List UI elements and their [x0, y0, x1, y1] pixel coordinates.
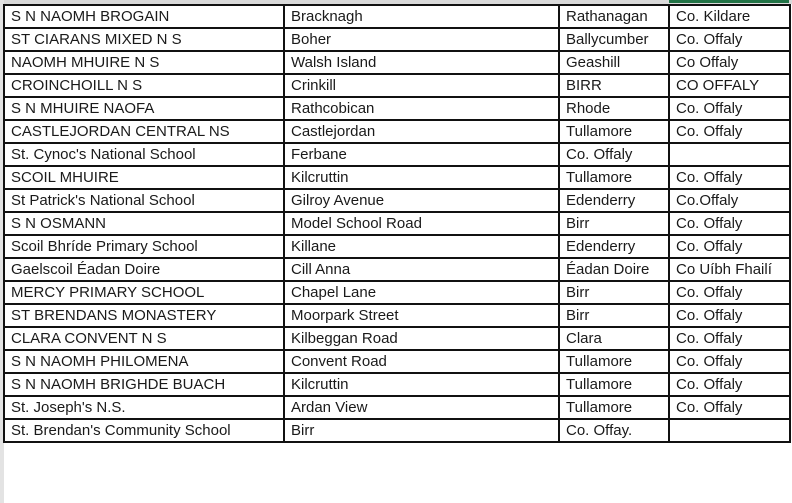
cell-address2[interactable]: Co. Offaly [559, 143, 669, 166]
table-row [4, 5, 790, 28]
selected-cell-indicator [669, 0, 789, 3]
cell-county[interactable]: Co. Offaly [669, 97, 790, 120]
cell-address2[interactable]: Co. Offay. [559, 419, 669, 442]
table-body [4, 5, 790, 442]
cell-county[interactable]: Co. Kildare [669, 5, 790, 28]
cell-county[interactable]: Co. Offaly [669, 212, 790, 235]
cell-address2[interactable]: Ballycumber [559, 28, 669, 51]
cell-school-name[interactable]: Gaelscoil Éadan Doire [4, 258, 284, 281]
cell-address2[interactable]: BIRR [559, 74, 669, 97]
school-table [3, 4, 791, 443]
cell-address1[interactable]: Ferbane [284, 143, 559, 166]
cell-address2[interactable]: Tullamore [559, 396, 669, 419]
cell-address1[interactable]: Kilcruttin [284, 373, 559, 396]
cell-address1[interactable]: Bracknagh [284, 5, 559, 28]
table-row [4, 373, 790, 396]
table-row [4, 74, 790, 97]
cell-address1[interactable]: Crinkill [284, 74, 559, 97]
cell-address2[interactable]: Tullamore [559, 120, 669, 143]
table-row [4, 304, 790, 327]
cell-school-name[interactable]: SCOIL MHUIRE [4, 166, 284, 189]
cell-school-name[interactable]: St. Cynoc's National School [4, 143, 284, 166]
cell-address1[interactable]: Model School Road [284, 212, 559, 235]
cell-county[interactable] [669, 143, 790, 166]
table-row [4, 396, 790, 419]
cell-address2[interactable]: Tullamore [559, 166, 669, 189]
cell-address2[interactable]: Tullamore [559, 373, 669, 396]
cell-address1[interactable]: Gilroy Avenue [284, 189, 559, 212]
cell-school-name[interactable]: S N OSMANN [4, 212, 284, 235]
cell-address1[interactable]: Convent Road [284, 350, 559, 373]
cell-address1[interactable]: Cill Anna [284, 258, 559, 281]
table-row [4, 28, 790, 51]
cell-county[interactable]: Co. Offaly [669, 396, 790, 419]
table-row [4, 419, 790, 442]
cell-school-name[interactable]: CROINCHOILL N S [4, 74, 284, 97]
cell-address1[interactable]: Castlejordan [284, 120, 559, 143]
cell-school-name[interactable]: CLARA CONVENT N S [4, 327, 284, 350]
cell-address2[interactable]: Geashill [559, 51, 669, 74]
cell-county[interactable]: Co. Offaly [669, 28, 790, 51]
table-row [4, 235, 790, 258]
cell-address1[interactable]: Moorpark Street [284, 304, 559, 327]
table-row [4, 281, 790, 304]
cell-address2[interactable]: Edenderry [559, 189, 669, 212]
cell-county[interactable]: Co. Offaly [669, 166, 790, 189]
table-row [4, 120, 790, 143]
cell-school-name[interactable]: S N MHUIRE NAOFA [4, 97, 284, 120]
cell-address1[interactable]: Chapel Lane [284, 281, 559, 304]
cell-school-name[interactable]: S N NAOMH BRIGHDE BUACH [4, 373, 284, 396]
cell-county[interactable]: Co. Offaly [669, 281, 790, 304]
cell-county[interactable]: Co Offaly [669, 51, 790, 74]
table-row [4, 212, 790, 235]
cell-address1[interactable]: Boher [284, 28, 559, 51]
table-row [4, 258, 790, 281]
cell-address2[interactable]: Tullamore [559, 350, 669, 373]
cell-county[interactable]: Co.Offaly [669, 189, 790, 212]
table-row [4, 189, 790, 212]
cell-county[interactable] [669, 419, 790, 442]
cell-address1[interactable]: Kilcruttin [284, 166, 559, 189]
cell-address2[interactable]: Éadan Doire [559, 258, 669, 281]
cell-school-name[interactable]: ST CIARANS MIXED N S [4, 28, 284, 51]
cell-address2[interactable]: Birr [559, 281, 669, 304]
cell-county[interactable]: Co. Offaly [669, 120, 790, 143]
cell-address2[interactable]: Rhode [559, 97, 669, 120]
cell-county[interactable]: CO OFFALY [669, 74, 790, 97]
cell-address1[interactable]: Ardan View [284, 396, 559, 419]
cell-address2[interactable]: Clara [559, 327, 669, 350]
cell-address2[interactable]: Birr [559, 304, 669, 327]
cell-address1[interactable]: Kilbeggan Road [284, 327, 559, 350]
cell-address2[interactable]: Edenderry [559, 235, 669, 258]
cell-address1[interactable]: Rathcobican [284, 97, 559, 120]
table-row [4, 97, 790, 120]
cell-county[interactable]: Co. Offaly [669, 350, 790, 373]
cell-school-name[interactable]: CASTLEJORDAN CENTRAL NS [4, 120, 284, 143]
cell-county[interactable]: Co. Offaly [669, 373, 790, 396]
cell-address2[interactable]: Rathanagan [559, 5, 669, 28]
cell-school-name[interactable]: St Patrick's National School [4, 189, 284, 212]
table-row [4, 51, 790, 74]
cell-school-name[interactable]: St. Joseph's N.S. [4, 396, 284, 419]
cell-school-name[interactable]: ST BRENDANS MONASTERY [4, 304, 284, 327]
table-row [4, 143, 790, 166]
cell-school-name[interactable]: NAOMH MHUIRE N S [4, 51, 284, 74]
cell-county[interactable]: Co. Offaly [669, 235, 790, 258]
cell-address1[interactable]: Birr [284, 419, 559, 442]
table-row [4, 166, 790, 189]
cell-school-name[interactable]: S N NAOMH BROGAIN [4, 5, 284, 28]
cell-school-name[interactable]: S N NAOMH PHILOMENA [4, 350, 284, 373]
cell-address1[interactable]: Walsh Island [284, 51, 559, 74]
cell-county[interactable]: Co Uíbh Fhailí [669, 258, 790, 281]
cell-school-name[interactable]: St. Brendan's Community School [4, 419, 284, 442]
cell-county[interactable]: Co. Offaly [669, 304, 790, 327]
table-row [4, 350, 790, 373]
cell-school-name[interactable]: Scoil Bhríde Primary School [4, 235, 284, 258]
cell-address2[interactable]: Birr [559, 212, 669, 235]
table-row [4, 327, 790, 350]
cell-address1[interactable]: Killane [284, 235, 559, 258]
cell-school-name[interactable]: MERCY PRIMARY SCHOOL [4, 281, 284, 304]
cell-county[interactable]: Co. Offaly [669, 327, 790, 350]
